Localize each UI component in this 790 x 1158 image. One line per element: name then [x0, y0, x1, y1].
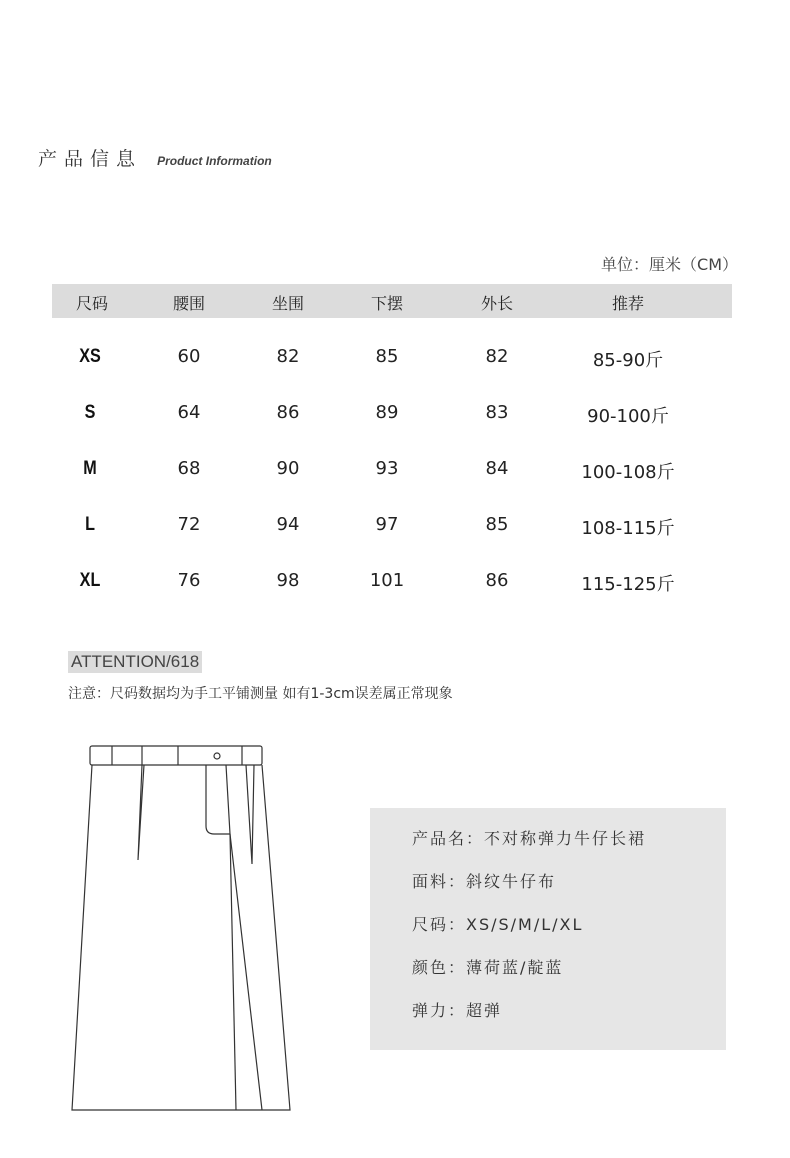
- product-sizes: 尺码：XS/S/M/L/XL: [412, 915, 584, 934]
- cell-hip: 90: [276, 458, 300, 479]
- cell-recommend: 108-115斤: [581, 518, 675, 539]
- cell-hem: 89: [375, 402, 399, 423]
- cell-waist: 76: [177, 570, 201, 591]
- cell-waist: 64: [177, 402, 201, 423]
- size-table: [52, 284, 732, 614]
- cell-hem: 97: [375, 514, 399, 535]
- cell-size: XL: [79, 570, 101, 591]
- cell-recommend: 100-108斤: [581, 462, 675, 483]
- attention-label: ATTENTION/618: [68, 651, 202, 673]
- product-stretch: 弹力：超弹: [412, 1001, 503, 1020]
- header-size: 尺码: [75, 294, 109, 313]
- section-title-cn: 产品信息: [38, 148, 143, 170]
- table-row: [52, 502, 732, 558]
- cell-hem: 85: [375, 346, 399, 367]
- cell-hem: 93: [375, 458, 399, 479]
- cell-length: 86: [485, 570, 509, 591]
- size-table-header: [52, 284, 732, 318]
- cell-recommend: 85-90斤: [592, 350, 664, 371]
- section-title: [38, 144, 272, 171]
- cell-size: S: [84, 402, 96, 423]
- product-info-panel: [370, 808, 726, 1050]
- header-hip: 坐围: [271, 294, 305, 313]
- header-hem: 下摆: [370, 294, 404, 313]
- unit-label: 单位：厘米（CM）: [601, 255, 738, 274]
- product-name: 产品名：不对称弹力牛仔长裙: [412, 829, 647, 848]
- cell-length: 82: [485, 346, 509, 367]
- product-fabric: 面料：斜纹牛仔布: [412, 872, 557, 891]
- header-length: 外长: [480, 294, 514, 313]
- cell-hem: 101: [369, 570, 405, 591]
- cell-length: 83: [485, 402, 509, 423]
- table-row: [52, 390, 732, 446]
- cell-waist: 60: [177, 346, 201, 367]
- cell-hip: 98: [276, 570, 300, 591]
- cell-recommend: 115-125斤: [581, 574, 675, 595]
- product-colors: 颜色：薄荷蓝/靛蓝: [412, 958, 564, 977]
- cell-length: 84: [485, 458, 509, 479]
- cell-waist: 68: [177, 458, 201, 479]
- cell-size: L: [85, 514, 95, 535]
- skirt-sketch-icon: [66, 742, 296, 1114]
- measurement-note: 注意：尺码数据均为手工平铺测量 如有1-3cm误差属正常现象: [68, 686, 453, 702]
- table-row: [52, 334, 732, 390]
- table-row: [52, 446, 732, 502]
- cell-waist: 72: [177, 514, 201, 535]
- table-row: [52, 558, 732, 614]
- cell-hip: 94: [276, 514, 300, 535]
- size-table-body: [52, 318, 732, 614]
- header-recommend: 推荐: [611, 294, 645, 313]
- cell-size: M: [83, 458, 97, 479]
- cell-hip: 86: [276, 402, 300, 423]
- cell-recommend: 90-100斤: [587, 406, 669, 427]
- cell-size: XS: [79, 346, 101, 367]
- section-title-en: Product Information: [157, 154, 272, 168]
- cell-hip: 82: [276, 346, 300, 367]
- cell-length: 85: [485, 514, 509, 535]
- header-waist: 腰围: [172, 294, 206, 313]
